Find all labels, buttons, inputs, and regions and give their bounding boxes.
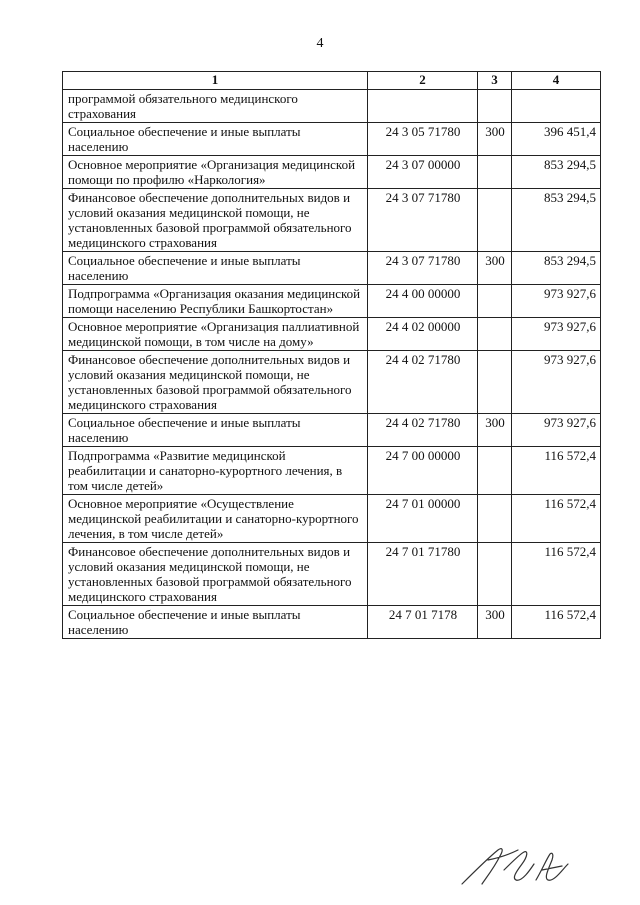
budget-table	[62, 71, 601, 639]
table-row	[63, 285, 601, 318]
cell-amount: 973 927,6	[512, 285, 601, 318]
cell-code: 24 4 02 00000	[368, 318, 478, 351]
cell-name: Подпрограмма «Развитие медицинской реабилитации и санаторно-курортного лечения, в том числе детей»	[63, 447, 368, 495]
cell-type	[478, 189, 512, 252]
cell-amount: 853 294,5	[512, 156, 601, 189]
cell-amount: 973 927,6	[512, 414, 601, 447]
cell-code: 24 3 07 00000	[368, 156, 478, 189]
cell-type	[478, 447, 512, 495]
table-row	[63, 606, 601, 639]
cell-name: Основное мероприятие «Организация паллиативной медицинской помощи, в том числе на дому»	[63, 318, 368, 351]
cell-amount: 116 572,4	[512, 543, 601, 606]
cell-code: 24 4 00 00000	[368, 285, 478, 318]
page-number: 4	[316, 36, 324, 51]
cell-amount: 396 451,4	[512, 123, 601, 156]
cell-type: 300	[478, 123, 512, 156]
cell-amount: 116 572,4	[512, 495, 601, 543]
table-row	[63, 189, 601, 252]
table-row	[63, 414, 601, 447]
cell-type	[478, 156, 512, 189]
cell-name: Социальное обеспечение и иные выплаты населению	[63, 414, 368, 447]
table-row	[63, 252, 601, 285]
cell-name: Основное мероприятие «Осуществление медицинской реабилитации и санаторно-курортного лечения, в том числе детей»	[63, 495, 368, 543]
cell-code: 24 3 07 71780	[368, 252, 478, 285]
cell-code: 24 7 01 7178	[368, 606, 478, 639]
cell-type	[478, 90, 512, 123]
cell-code: 24 7 01 00000	[368, 495, 478, 543]
cell-amount: 973 927,6	[512, 351, 601, 414]
cell-name: Социальное обеспечение и иные выплаты населению	[63, 123, 368, 156]
cell-type: 300	[478, 414, 512, 447]
cell-code: 24 7 00 00000	[368, 447, 478, 495]
handwritten-signature	[458, 840, 578, 890]
cell-type	[478, 318, 512, 351]
cell-type: 300	[478, 606, 512, 639]
cell-name: Подпрограмма «Организация оказания медицинской помощи населению Республики Башкортостан»	[63, 285, 368, 318]
cell-amount: 973 927,6	[512, 318, 601, 351]
cell-amount: 116 572,4	[512, 606, 601, 639]
cell-type	[478, 495, 512, 543]
cell-code: 24 3 07 71780	[368, 189, 478, 252]
cell-name: Финансовое обеспечение дополнительных видов и условий оказания медицинской помощи, не установленных базовой программой обязательного медицинского страхования	[63, 351, 368, 414]
cell-type	[478, 285, 512, 318]
table-row	[63, 495, 601, 543]
cell-name: Основное мероприятие «Организация медицинской помощи по профилю «Наркология»	[63, 156, 368, 189]
header-col-2: 2	[368, 72, 478, 90]
cell-amount: 853 294,5	[512, 252, 601, 285]
cell-name: Финансовое обеспечение дополнительных видов и условий оказания медицинской помощи, не установленных базовой программой обязательного медицинского страхования	[63, 189, 368, 252]
cell-type: 300	[478, 252, 512, 285]
cell-amount: 853 294,5	[512, 189, 601, 252]
table-row	[63, 123, 601, 156]
cell-code	[368, 90, 478, 123]
header-col-3: 3	[478, 72, 512, 90]
header-col-4: 4	[512, 72, 601, 90]
table-header-row	[63, 72, 601, 90]
table-row	[63, 156, 601, 189]
header-col-1: 1	[63, 72, 368, 90]
cell-code: 24 4 02 71780	[368, 414, 478, 447]
cell-name: программой обязательного медицинского страхования	[63, 90, 368, 123]
cell-type	[478, 543, 512, 606]
cell-type	[478, 351, 512, 414]
cell-amount: 116 572,4	[512, 447, 601, 495]
cell-code: 24 3 05 71780	[368, 123, 478, 156]
cell-name: Социальное обеспечение и иные выплаты населению	[63, 606, 368, 639]
table-row	[63, 543, 601, 606]
cell-name: Социальное обеспечение и иные выплаты населению	[63, 252, 368, 285]
cell-amount	[512, 90, 601, 123]
cell-code: 24 4 02 71780	[368, 351, 478, 414]
table-row	[63, 351, 601, 414]
cell-name: Финансовое обеспечение дополнительных видов и условий оказания медицинской помощи, не установленных базовой программой обязательного медицинского страхования	[63, 543, 368, 606]
table-row	[63, 447, 601, 495]
table-row	[63, 318, 601, 351]
cell-code: 24 7 01 71780	[368, 543, 478, 606]
table-row	[63, 90, 601, 123]
